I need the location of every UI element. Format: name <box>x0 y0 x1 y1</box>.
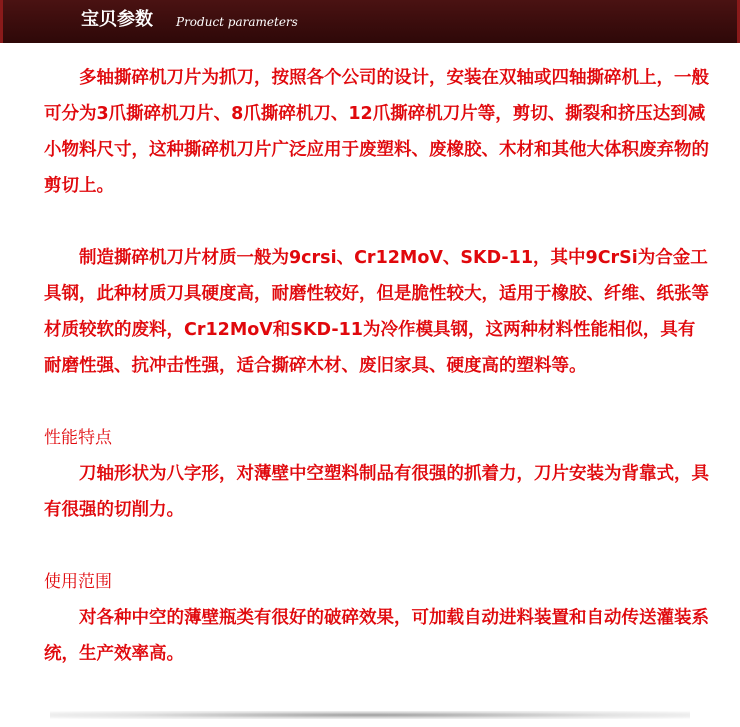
features-heading: 性能特点 <box>44 428 112 448</box>
footer-shadow <box>50 711 690 719</box>
header-subtitle: Product parameters <box>176 15 298 29</box>
usage-paragraph: 对各种中空的薄壁瓶类有很好的破碎效果，可加载自动进料装置和自动传送灌装系统，生产效率高。 <box>44 608 709 664</box>
header-bar <box>0 0 740 43</box>
spacer <box>44 204 712 240</box>
header-title: 宝贝参数 <box>81 9 153 30</box>
content-area <box>44 60 712 672</box>
features-paragraph: 刀轴形状为八字形，对薄壁中空塑料制品有很强的抓着力，刀片安装为背靠式，具有很强的切削力。 <box>44 464 709 520</box>
intro-paragraph: 多轴撕碎机刀片为抓刀，按照各个公司的设计，安装在双轴或四轴撕碎机上，一般可分为3爪撕碎机刀片、8爪撕碎机刀、12爪撕碎机刀片等，剪切、撕裂和挤压达到减小物料尺寸，这种撕碎机刀片广泛应用于废塑料、废橡胶、木材和其他大体积废弃物的剪切上。 <box>44 68 709 196</box>
usage-heading: 使用范围 <box>44 572 112 592</box>
material-paragraph: 制造撕碎机刀片材质一般为9crsi、Cr12MoV、SKD-11，其中9CrSi为合金工具钢，此种材质刀具硬度高，耐磨性较好，但是脆性较大，适用于橡胶、纤维、纸张等材质较软的废料，Cr12MoV和SKD-11为冷作模具钢，这两种材料性能相似，具有耐磨性强、抗冲击性强，适合撕碎木材、废旧家具、硬度高的塑料等。 <box>44 248 709 376</box>
spacer <box>44 384 712 420</box>
spacer <box>44 528 712 564</box>
